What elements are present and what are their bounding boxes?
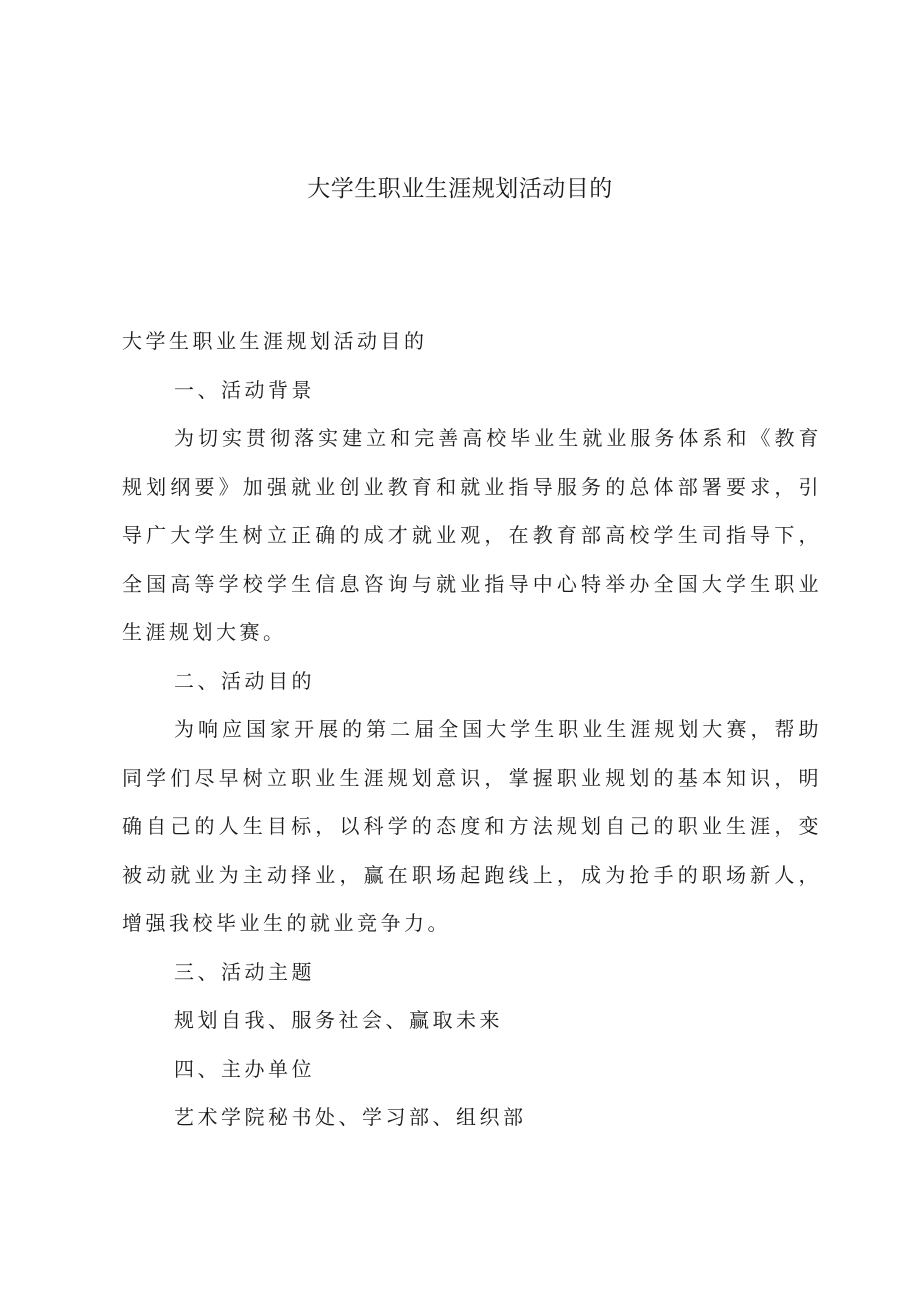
section-heading-purpose: 二、活动目的: [174, 668, 315, 693]
section-paragraph-purpose: 为响应国家开展的第二届全国大学生职业生涯规划大赛，帮助同学们尽早树立职业生涯规划意识，掌握职业规划的基本知识，明确自己的人生目标，以科学的态度和方法规划自己的职业生涯，变被动就业为主动择业，赢在职场起跑线上，成为抢手的职场新人，增强我校毕业生的就业竞争力。: [122, 717, 822, 935]
section-heading-theme: 三、活动主题: [174, 959, 315, 984]
document-subtitle: 大学生职业生涯规划活动目的: [122, 329, 428, 353]
section-heading-organizer: 四、主办单位: [174, 1056, 315, 1081]
section-paragraph-organizer: 艺术学院秘书处、学习部、组织部: [174, 1105, 527, 1129]
document-title: 大学生职业生涯规划活动目的: [307, 176, 613, 202]
document-body: [122, 317, 822, 1142]
section-heading-background: 一、活动背景: [174, 377, 315, 402]
section-paragraph-theme: 规划自我、服务社会、赢取未来: [174, 1008, 503, 1032]
section-paragraph-background: 为切实贯彻落实建立和完善高校毕业生就业服务体系和《教育规划纲要》加强就业创业教育和就业指导服务的总体部署要求，引导广大学生树立正确的成才就业观，在教育部高校学生司指导下，全国高等学校学生信息咨询与就业指导中心特举办全国大学生职业生涯规划大赛。: [122, 426, 822, 644]
